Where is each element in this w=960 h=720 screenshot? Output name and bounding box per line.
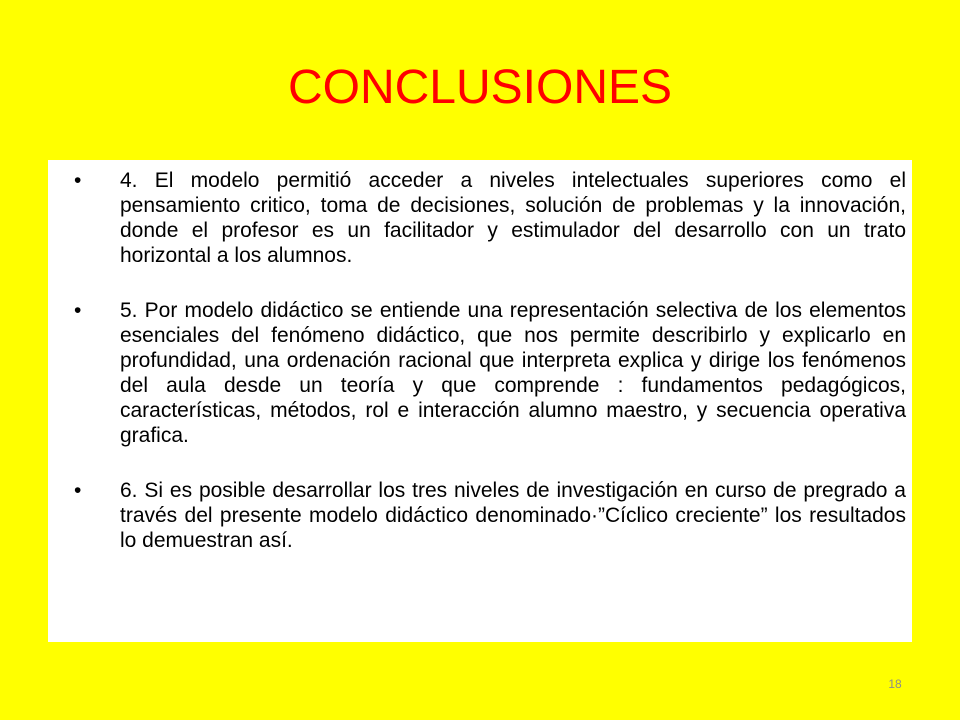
bullet-text: 5. Por modelo didáctico se entiende una representación selectiva de los elementos esenciales del fenómeno didáctico, que nos permite describirlo y explicarlo en profundidad, una ordenación racional que interpreta explica y dirige los fenómenos del aula desde un teoría y que comprende : fundamentos pedagógicos, características, métodos, rol e interacción alumno maestro, y secuencia operativa grafica. (120, 299, 906, 447)
bullet-list (74, 168, 906, 553)
bullet-text: 6. Si es posible desarrollar los tres niveles de investigación en curso de pregrado a través del presente modelo didáctico denominado·”Cíclico creciente” los resultados lo demuestran así. (120, 479, 906, 552)
bullet-icon: • (74, 169, 82, 192)
bullet-icon: • (74, 299, 82, 322)
bullet-text: 4. El modelo permitió acceder a niveles intelectuales superiores como el pensamiento critico, toma de decisiones, solución de problemas y la innovación, donde el profesor es un facilitador y estimulador del desarrollo con un trato horizontal a los alumnos. (120, 169, 906, 267)
bullet-item (74, 168, 906, 268)
bullet-item (74, 478, 906, 553)
content-box (48, 160, 912, 642)
page-number: 18 (888, 677, 902, 691)
slide-title: CONCLUSIONES (287, 61, 673, 114)
bullet-item (74, 298, 906, 448)
bullet-icon: • (74, 479, 82, 502)
